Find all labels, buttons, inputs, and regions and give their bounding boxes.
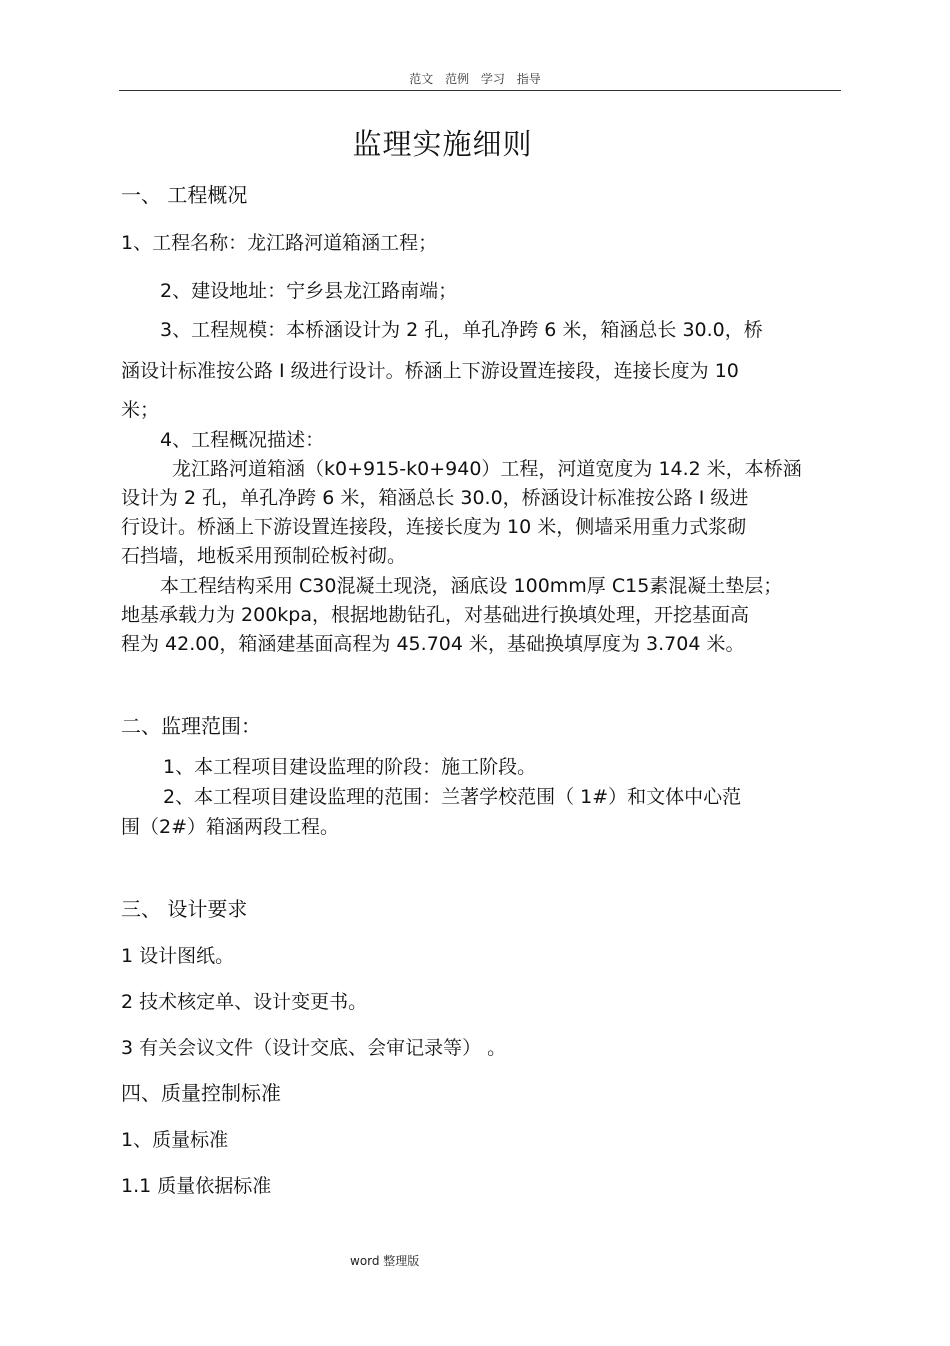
s1-para1-a: 龙江路河道箱涵（k0+915-k0+940）工程，河道宽度为 14.2 米，本桥涵 — [172, 458, 802, 480]
s2-line-1: 1、本工程项目建设监理的阶段：施工阶段。 — [163, 756, 537, 778]
section-4-heading: 四、质量控制标准 — [121, 1081, 281, 1105]
s3-line-2: 2 技术核定单、设计变更书。 — [121, 991, 368, 1013]
s1-para1-c: 行设计。桥涵上下游设置连接段，连接长度为 10 米，侧墙采用重力式浆砌 — [121, 516, 747, 538]
section-1-heading: 一、 工程概况 — [121, 183, 248, 207]
s4-line-1: 1、质量标准 — [121, 1129, 229, 1151]
page-title: 监理实施细则 — [352, 127, 533, 161]
header-item-fanwen: 范文 — [409, 72, 434, 86]
section-2-heading: 二、监理范围： — [121, 714, 261, 738]
page-footer: word 整理版 — [350, 1254, 420, 1268]
header-rule — [119, 90, 841, 91]
s1-line-2: 2、建设地址：宁乡县龙江路南端； — [160, 280, 458, 302]
page-header — [0, 70, 950, 87]
s1-para2-b: 地基承载力为 200kpa，根据地勘钻孔，对基础进行换填处理，开挖基面高 — [121, 604, 750, 626]
header-item-zhidao: 指导 — [516, 72, 541, 86]
s1-line-1: 1、工程名称：龙江路河道箱涵工程； — [121, 232, 438, 254]
s3-line-3: 3 有关会议文件（设计交底、会审记录等） 。 — [121, 1037, 507, 1059]
header-item-xuexi: 学习 — [480, 72, 505, 86]
s2-line-2a: 2、本工程项目建设监理的范围：兰著学校范围（ 1#）和文体中心范 — [163, 786, 742, 808]
s3-line-1: 1 设计图纸。 — [121, 945, 235, 967]
s1-para2-c: 程为 42.00，箱涵建基面高程为 45.704 米，基础换填厚度为 3.704 米。 — [121, 633, 745, 655]
s1-line-3a: 3、工程规模：本桥涵设计为 2 孔，单孔净跨 6 米，箱涵总长 30.0，桥 — [160, 319, 763, 341]
s1-line-3b: 涵设计标准按公路 Ⅰ 级进行设计。桥涵上下游设置连接段，连接长度为 10 — [121, 360, 739, 382]
s1-line-4: 4、工程概况描述： — [160, 429, 325, 451]
s1-para2-a: 本工程结构采用 C30混凝土现浇，涵底设 100mm厚 C15素混凝土垫层； — [160, 575, 783, 597]
section-3-heading: 三、 设计要求 — [121, 897, 248, 921]
s2-line-2b: 围（2#）箱涵两段工程。 — [121, 816, 340, 838]
s4-line-2: 1.1 质量依据标准 — [121, 1175, 272, 1197]
s1-para1-b: 设计为 2 孔，单孔净跨 6 米，箱涵总长 30.0，桥涵设计标准按公路 Ⅰ 级进 — [121, 487, 749, 509]
s1-line-3c: 米； — [121, 399, 160, 421]
s1-para1-d: 石挡墙，地板采用预制砼板衬砌。 — [121, 545, 407, 567]
header-item-fanli: 范例 — [445, 72, 470, 86]
